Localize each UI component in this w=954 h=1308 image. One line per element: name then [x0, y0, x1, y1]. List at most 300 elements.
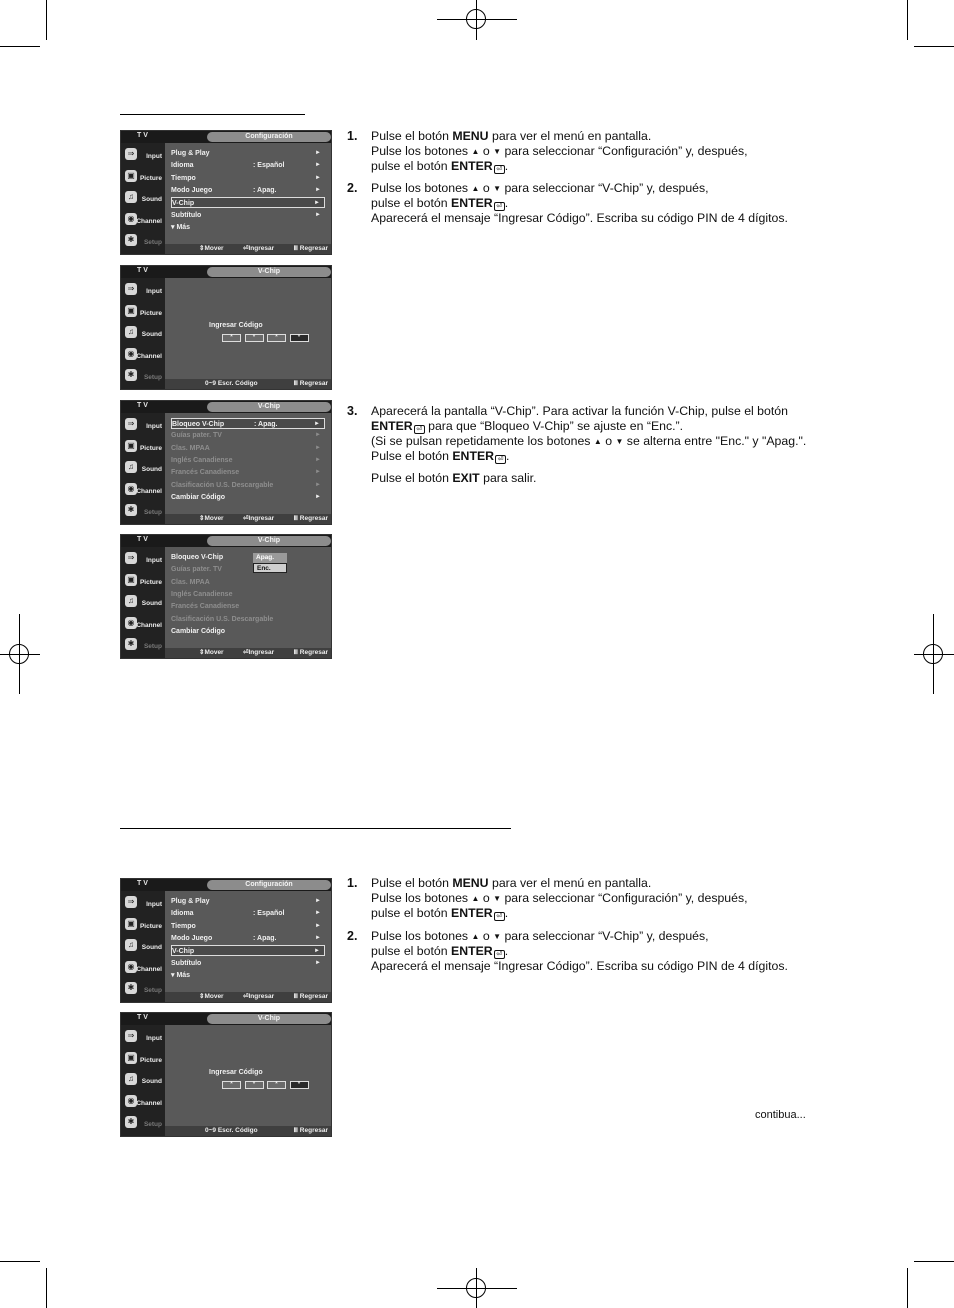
- down-arrow-icon: ▼: [493, 184, 502, 193]
- osd-row-label: Modo Juego: [171, 934, 213, 942]
- input-icon: ⇒: [125, 148, 137, 160]
- osd-row-label: V-Chip: [172, 200, 195, 208]
- osd-sidebar-label: Setup: [143, 374, 162, 381]
- pin-digit-field[interactable]: *: [245, 1081, 264, 1089]
- osd-footer-enter: ⏎Ingresar: [243, 649, 275, 656]
- osd-sidebar-label: Setup: [143, 509, 162, 516]
- chevron-right-icon: ►: [315, 211, 321, 218]
- osd-row-label: ▾ Más: [171, 223, 191, 231]
- tv-screen-configuracion: [120, 130, 332, 255]
- step-text: Pulse el botón: [371, 471, 453, 485]
- step-text: para seleccionar “V-Chip” y, después,: [501, 929, 709, 943]
- osd-source-label: T V: [137, 536, 148, 543]
- osd-popup-option[interactable]: Apag.: [253, 553, 287, 563]
- osd-sidebar-item-setup[interactable]: [123, 367, 163, 387]
- step-text: .: [504, 944, 509, 958]
- step-text: .: [504, 906, 509, 920]
- up-arrow-icon: ▲: [471, 894, 480, 903]
- osd-footer-back: Ⅲ Regresar: [293, 1127, 328, 1134]
- osd-sidebar-label: Setup: [143, 987, 162, 994]
- osd-menu-row[interactable]: [171, 921, 325, 932]
- osd-menu-row[interactable]: [171, 173, 325, 184]
- osd-menu-title: Configuración: [207, 880, 331, 890]
- osd-menu-row[interactable]: [171, 589, 325, 600]
- step-text: Aparecerá el mensaje “Ingresar Código”. Escriba su código PIN de 4 dígitos.: [371, 959, 788, 973]
- osd-row-value: : Español: [253, 910, 285, 918]
- pin-digit-field[interactable]: *: [222, 334, 241, 342]
- channel-icon: ◉: [125, 961, 137, 973]
- osd-source-label: T V: [137, 402, 148, 409]
- osd-sidebar-item-picture[interactable]: [123, 916, 163, 936]
- osd-sidebar-item-picture[interactable]: [123, 168, 163, 188]
- picture-icon: ▣: [125, 440, 137, 452]
- osd-code-prompt: Ingresar Código: [209, 322, 263, 329]
- osd-menu-row[interactable]: [171, 443, 325, 454]
- osd-row-label: Plug & Play: [171, 898, 210, 905]
- step-text: pulse el botón: [371, 196, 451, 210]
- osd-menu-row[interactable]: [171, 601, 325, 612]
- osd-row-label: Idioma: [171, 162, 194, 170]
- osd-sidebar-item-picture[interactable]: [123, 303, 163, 323]
- step-text: o: [479, 929, 494, 943]
- osd-menu-row[interactable]: [171, 197, 325, 208]
- pin-digit-field[interactable]: *: [245, 334, 264, 342]
- crop-mark: [914, 1261, 954, 1262]
- down-arrow-icon: ▼: [493, 147, 502, 156]
- crop-mark: [907, 0, 908, 40]
- crop-mark: [914, 46, 954, 47]
- osd-popup-option-selected[interactable]: Enc.: [253, 563, 287, 573]
- osd-sidebar-item-channel[interactable]: [123, 481, 163, 501]
- osd-footer-back: Ⅲ Regresar: [293, 380, 328, 387]
- down-arrow-icon: ▼: [615, 437, 624, 446]
- osd-sidebar-label: Picture: [139, 174, 162, 182]
- tv-screen-configuracion-2: [120, 878, 332, 1003]
- osd-sidebar-label: Input: [146, 901, 162, 908]
- step-number: 3.: [347, 404, 358, 418]
- step-text: se alterna entre "Enc." y "Apag.".: [623, 434, 807, 448]
- osd-sidebar: [121, 413, 165, 524]
- osd-row-label: V-Chip: [172, 948, 195, 956]
- sound-icon: ♫: [125, 461, 137, 473]
- osd-sidebar-label: Picture: [139, 922, 162, 930]
- osd-row-label: Clas. MPAA: [171, 444, 210, 452]
- osd-title-bar: [121, 535, 331, 547]
- sound-icon: ♫: [125, 326, 137, 338]
- osd-sidebar-item-setup[interactable]: [123, 980, 163, 1000]
- sound-icon: ♫: [125, 595, 137, 607]
- osd-footer: [165, 992, 331, 1002]
- step-number: 1.: [347, 129, 358, 143]
- chevron-right-icon: ►: [315, 898, 321, 904]
- step-text: para que “Bloqueo V-Chip” se ajuste en “Enc.”.: [424, 419, 684, 433]
- osd-footer-back: Ⅲ Regresar: [293, 515, 328, 522]
- osd-title-bar: [121, 401, 331, 413]
- osd-title-bar: [121, 879, 331, 891]
- osd-content: [165, 547, 331, 648]
- osd-sidebar-label: Sound: [141, 196, 162, 203]
- osd-menu-row[interactable]: [171, 577, 325, 588]
- osd-sidebar-label: Channel: [136, 352, 162, 360]
- input-icon: ⇒: [125, 552, 137, 564]
- osd-menu-row[interactable]: [171, 185, 325, 196]
- osd-menu-title: Configuración: [207, 132, 331, 142]
- osd-row-value: : Español: [253, 162, 285, 170]
- osd-row-label: Subtítulo: [171, 959, 202, 967]
- tv-screen-vchip: [120, 400, 332, 525]
- osd-footer: [165, 514, 331, 524]
- osd-sidebar-item-sound[interactable]: [123, 593, 163, 613]
- enter-key-icon: ⏎: [494, 950, 505, 959]
- menu-button-name: MENU: [452, 129, 489, 143]
- osd-footer-move: ⇕Mover: [199, 993, 224, 1000]
- chevron-right-icon: ►: [315, 456, 321, 463]
- setup-icon: ✱: [125, 504, 137, 516]
- osd-sidebar-label: Picture: [139, 578, 162, 586]
- osd-sidebar-label: Channel: [136, 1099, 162, 1107]
- pin-digit-field[interactable]: *: [267, 334, 286, 342]
- osd-sidebar-label: Channel: [136, 217, 162, 225]
- chevron-right-icon: ►: [315, 150, 321, 156]
- step-text: Aparecerá el mensaje “Ingresar Código”. Escriba su código PIN de 4 dígitos.: [371, 211, 788, 225]
- osd-menu-row[interactable]: [171, 614, 325, 625]
- tv-screen-vchip-popup: [120, 534, 332, 659]
- osd-row-value: : Apag.: [253, 934, 277, 942]
- osd-menu-title: V-Chip: [207, 402, 331, 412]
- sound-icon: ♫: [125, 1073, 137, 1085]
- chevron-right-icon: ►: [315, 444, 321, 451]
- osd-sidebar-item-sound[interactable]: [123, 324, 163, 344]
- osd-row-label: Cambiar Código: [171, 627, 226, 635]
- registration-mark: [466, 1278, 486, 1298]
- osd-menu-row[interactable]: [171, 945, 325, 956]
- osd-sidebar-label: Sound: [141, 331, 162, 338]
- osd-content: [165, 143, 331, 244]
- chevron-right-icon: ►: [315, 432, 321, 439]
- osd-menu-row[interactable]: [171, 480, 325, 491]
- channel-icon: ◉: [125, 348, 137, 360]
- osd-sidebar-item-input[interactable]: [123, 146, 163, 166]
- osd-row-label: Tiempo: [171, 922, 196, 930]
- osd-sidebar-label: Input: [146, 1035, 162, 1042]
- enter-button-name: ENTER: [452, 449, 495, 463]
- osd-sidebar-item-setup[interactable]: [123, 232, 163, 252]
- osd-footer-code-hint: 0~9 Escr. Código: [205, 380, 258, 387]
- osd-footer: [165, 379, 331, 389]
- osd-menu-row[interactable]: [171, 210, 325, 221]
- step-text: Pulse los botones: [371, 929, 472, 943]
- step-text: (Si se pulsan repetidamente los botones: [371, 434, 594, 448]
- osd-sidebar-label: Sound: [141, 1078, 162, 1085]
- tv-screen-ingresar-codigo: [120, 265, 332, 390]
- osd-sidebar-label: Input: [146, 288, 162, 295]
- osd-sidebar-item-setup[interactable]: [123, 636, 163, 656]
- osd-sidebar-item-setup[interactable]: [123, 1114, 163, 1134]
- osd-content: [165, 413, 331, 514]
- chevron-right-icon: ►: [314, 200, 320, 207]
- osd-footer-enter: ⏎Ingresar: [243, 993, 275, 1000]
- osd-sidebar: [121, 891, 165, 1002]
- osd-row-label: Bloqueo V-Chip: [172, 421, 225, 428]
- chevron-right-icon: ►: [314, 948, 320, 955]
- osd-row-label: Subtítulo: [171, 211, 202, 219]
- osd-menu-row[interactable]: [171, 908, 325, 919]
- osd-footer: [165, 648, 331, 658]
- osd-footer: [165, 244, 331, 254]
- step-text: Pulse el botón: [371, 129, 453, 143]
- step-text: pulse el botón: [371, 906, 451, 920]
- osd-sidebar: [121, 278, 165, 389]
- up-arrow-icon: ▲: [471, 147, 480, 156]
- osd-row-value: : Apag.: [253, 186, 277, 194]
- setup-icon: ✱: [125, 369, 137, 381]
- osd-sidebar-item-picture[interactable]: [123, 438, 163, 458]
- osd-row-label: Clas. MPAA: [171, 578, 210, 586]
- pin-digit-field[interactable]: *: [290, 1081, 309, 1089]
- crop-mark: [907, 1268, 908, 1308]
- step-text: Pulse los botones: [371, 891, 472, 905]
- osd-sidebar-label: Picture: [139, 1056, 162, 1064]
- step-text: para seleccionar “V-Chip” y, después,: [501, 181, 709, 195]
- osd-footer-code-hint: 0~9 Escr. Código: [205, 1127, 258, 1134]
- enter-button-name: ENTER: [451, 944, 493, 958]
- osd-content: [165, 1025, 331, 1126]
- setup-icon: ✱: [125, 638, 137, 650]
- chevron-right-icon: ►: [315, 910, 321, 917]
- osd-footer-back: Ⅲ Regresar: [293, 649, 328, 656]
- step-text: o: [479, 181, 494, 195]
- osd-sidebar-label: Sound: [141, 600, 162, 607]
- osd-menu-row[interactable]: [171, 222, 325, 233]
- osd-title-bar: [121, 1013, 331, 1025]
- crop-mark: [46, 1268, 47, 1308]
- chevron-right-icon: ►: [315, 186, 321, 193]
- osd-row-label: Tiempo: [171, 174, 196, 182]
- osd-sidebar-label: Channel: [136, 965, 162, 973]
- osd-row-label: Clasificación U.S. Descargable: [171, 615, 274, 623]
- step-number: 1.: [347, 876, 358, 890]
- channel-icon: ◉: [125, 213, 137, 225]
- osd-content: [165, 891, 331, 992]
- osd-sidebar-item-sound[interactable]: [123, 937, 163, 957]
- osd-menu-row[interactable]: [171, 148, 325, 159]
- enter-button-name: ENTER: [451, 159, 493, 173]
- osd-sidebar-item-sound[interactable]: [123, 189, 163, 209]
- osd-sidebar-item-input[interactable]: [123, 1028, 163, 1048]
- osd-title-bar: [121, 266, 331, 278]
- registration-mark: [9, 644, 29, 664]
- osd-menu-title: V-Chip: [207, 1014, 331, 1024]
- up-arrow-icon: ▲: [593, 437, 602, 446]
- osd-footer-move: ⇕Mover: [199, 245, 224, 252]
- osd-sidebar: [121, 143, 165, 254]
- step-number: 2.: [347, 929, 358, 943]
- osd-menu-row[interactable]: [171, 564, 325, 575]
- osd-sidebar-item-channel[interactable]: [123, 1093, 163, 1113]
- osd-menu-row[interactable]: [171, 896, 325, 907]
- osd-menu-row[interactable]: [171, 160, 325, 171]
- menu-button-name: MENU: [452, 876, 489, 890]
- enter-key-icon: ⏎: [494, 202, 505, 211]
- channel-icon: ◉: [125, 483, 137, 495]
- enter-key-icon: ⏎: [494, 165, 505, 174]
- osd-row-label: Inglés Canadiense: [171, 590, 233, 598]
- osd-sidebar-item-channel[interactable]: [123, 211, 163, 231]
- setup-icon: ✱: [125, 234, 137, 246]
- osd-row-label: Cambiar Código: [171, 493, 226, 501]
- osd-menu-row[interactable]: [171, 626, 325, 637]
- osd-sidebar-label: Sound: [141, 466, 162, 473]
- exit-instruction: [371, 471, 536, 485]
- osd-sidebar-label: Picture: [139, 444, 162, 452]
- osd-menu-row[interactable]: [171, 455, 325, 466]
- enter-key-icon: ⏎: [494, 912, 505, 921]
- osd-footer-back: Ⅲ Regresar: [293, 245, 328, 252]
- up-arrow-icon: ▲: [471, 932, 480, 941]
- osd-sidebar-item-input[interactable]: [123, 894, 163, 914]
- step-text: Aparecerá la pantalla “V-Chip”. Para activar la función V-Chip, pulse el botón: [371, 404, 788, 418]
- step-text: Pulse los botones: [371, 144, 472, 158]
- sound-icon: ♫: [125, 939, 137, 951]
- osd-menu-row[interactable]: [171, 933, 325, 944]
- osd-sidebar-item-input[interactable]: [123, 550, 163, 570]
- osd-sidebar-item-input[interactable]: [123, 416, 163, 436]
- osd-footer-back: Ⅲ Regresar: [293, 993, 328, 1000]
- sound-icon: ♫: [125, 191, 137, 203]
- osd-menu-row[interactable]: [171, 467, 325, 478]
- osd-code-prompt: Ingresar Código: [209, 1069, 263, 1076]
- picture-icon: ▣: [125, 170, 137, 182]
- osd-row-label: ▾ Más: [171, 971, 191, 979]
- step-text: o: [479, 891, 494, 905]
- enter-button-name: ENTER: [451, 906, 493, 920]
- step-text: para salir.: [479, 471, 537, 485]
- enter-key-icon: ⏎: [495, 455, 506, 464]
- step-text: .: [504, 159, 509, 173]
- pin-digit-field[interactable]: *: [267, 1081, 286, 1089]
- osd-menu-title: V-Chip: [207, 267, 331, 277]
- chevron-right-icon: ►: [314, 421, 320, 427]
- osd-menu-row[interactable]: [171, 430, 325, 441]
- picture-icon: ▣: [125, 918, 137, 930]
- osd-footer-enter: ⏎Ingresar: [243, 245, 275, 252]
- input-icon: ⇒: [125, 283, 137, 295]
- osd-menu-row[interactable]: [171, 492, 325, 503]
- osd-source-label: T V: [137, 267, 148, 274]
- osd-footer: [165, 1126, 331, 1136]
- step-text: o: [601, 434, 616, 448]
- osd-title-bar: [121, 131, 331, 143]
- channel-icon: ◉: [125, 617, 137, 629]
- step-text: pulse el botón: [371, 944, 451, 958]
- osd-source-label: T V: [137, 132, 148, 139]
- enter-key-icon: ⏎: [414, 425, 425, 434]
- step-text: para seleccionar “Configuración” y, después,: [501, 144, 748, 158]
- tv-screen-ingresar-codigo-2: [120, 1012, 332, 1137]
- pin-digit-field[interactable]: *: [222, 1081, 241, 1089]
- osd-sidebar-item-channel[interactable]: [123, 615, 163, 635]
- picture-icon: ▣: [125, 305, 137, 317]
- input-icon: ⇒: [125, 896, 137, 908]
- step-number: 2.: [347, 181, 358, 195]
- osd-footer-enter: ⏎Ingresar: [243, 515, 275, 522]
- osd-row-label: Idioma: [171, 910, 194, 918]
- channel-icon: ◉: [125, 1095, 137, 1107]
- osd-source-label: T V: [137, 1014, 148, 1021]
- osd-footer-move: ⇕Mover: [199, 515, 224, 522]
- step-text: o: [479, 144, 494, 158]
- registration-mark: [466, 9, 486, 29]
- step-text: Pulse los botones: [371, 181, 472, 195]
- osd-sidebar-label: Setup: [143, 643, 162, 650]
- picture-icon: ▣: [125, 1052, 137, 1064]
- osd-row-label: Inglés Canadiense: [171, 456, 233, 464]
- osd-menu-row[interactable]: [171, 552, 325, 563]
- up-arrow-icon: ▲: [471, 184, 480, 193]
- chevron-right-icon: ►: [315, 934, 321, 941]
- input-icon: ⇒: [125, 1030, 137, 1042]
- crop-mark: [46, 0, 47, 40]
- down-arrow-icon: ▼: [493, 894, 502, 903]
- osd-row-label: Francés Canadiense: [171, 469, 240, 477]
- osd-row-value: : Apag.: [254, 421, 278, 428]
- osd-sidebar-item-input[interactable]: [123, 281, 163, 301]
- section-rule: [120, 828, 511, 829]
- osd-sidebar-item-setup[interactable]: [123, 502, 163, 522]
- step-text: .: [506, 449, 510, 463]
- osd-sidebar-item-sound[interactable]: [123, 459, 163, 479]
- pin-digit-field[interactable]: *: [290, 334, 309, 342]
- osd-sidebar-label: Setup: [143, 1121, 162, 1128]
- chevron-right-icon: ►: [315, 481, 321, 488]
- chevron-right-icon: ►: [315, 922, 321, 929]
- crop-mark: [0, 46, 40, 47]
- section-rule: [120, 114, 305, 115]
- enter-button-name: ENTER: [371, 419, 413, 433]
- osd-menu-row[interactable]: [171, 970, 325, 981]
- osd-row-label: Bloqueo V-Chip: [171, 554, 224, 561]
- osd-sidebar-label: Sound: [141, 944, 162, 951]
- osd-row-label: Francés Canadiense: [171, 603, 240, 611]
- osd-sidebar-item-sound[interactable]: [123, 1071, 163, 1091]
- osd-row-label: Modo Juego: [171, 186, 213, 194]
- osd-sidebar-item-channel[interactable]: [123, 959, 163, 979]
- osd-sidebar-label: Input: [146, 423, 162, 430]
- osd-sidebar-label: Channel: [136, 621, 162, 629]
- chevron-right-icon: ►: [315, 493, 321, 500]
- registration-mark: [923, 644, 943, 664]
- crop-mark: [0, 1261, 40, 1262]
- exit-button-name: EXIT: [452, 471, 480, 485]
- osd-sidebar-label: Channel: [136, 487, 162, 495]
- step-text: Pulse el botón: [371, 449, 453, 463]
- osd-sidebar-item-picture[interactable]: [123, 1050, 163, 1070]
- osd-menu-row[interactable]: [171, 418, 325, 429]
- chevron-right-icon: ►: [315, 469, 321, 476]
- osd-footer-move: ⇕Mover: [199, 649, 224, 656]
- osd-sidebar-label: Setup: [143, 239, 162, 246]
- osd-sidebar-item-channel[interactable]: [123, 346, 163, 366]
- step-text: para ver el menú en pantalla.: [488, 129, 652, 143]
- osd-sidebar-item-picture[interactable]: [123, 572, 163, 592]
- osd-menu-row[interactable]: [171, 958, 325, 969]
- step-text: .: [504, 196, 509, 210]
- osd-sidebar-label: Picture: [139, 309, 162, 317]
- setup-icon: ✱: [125, 982, 137, 994]
- continue-note: contibua...: [755, 1109, 806, 1121]
- picture-icon: ▣: [125, 574, 137, 586]
- osd-row-label: Guías pater. TV: [171, 566, 222, 574]
